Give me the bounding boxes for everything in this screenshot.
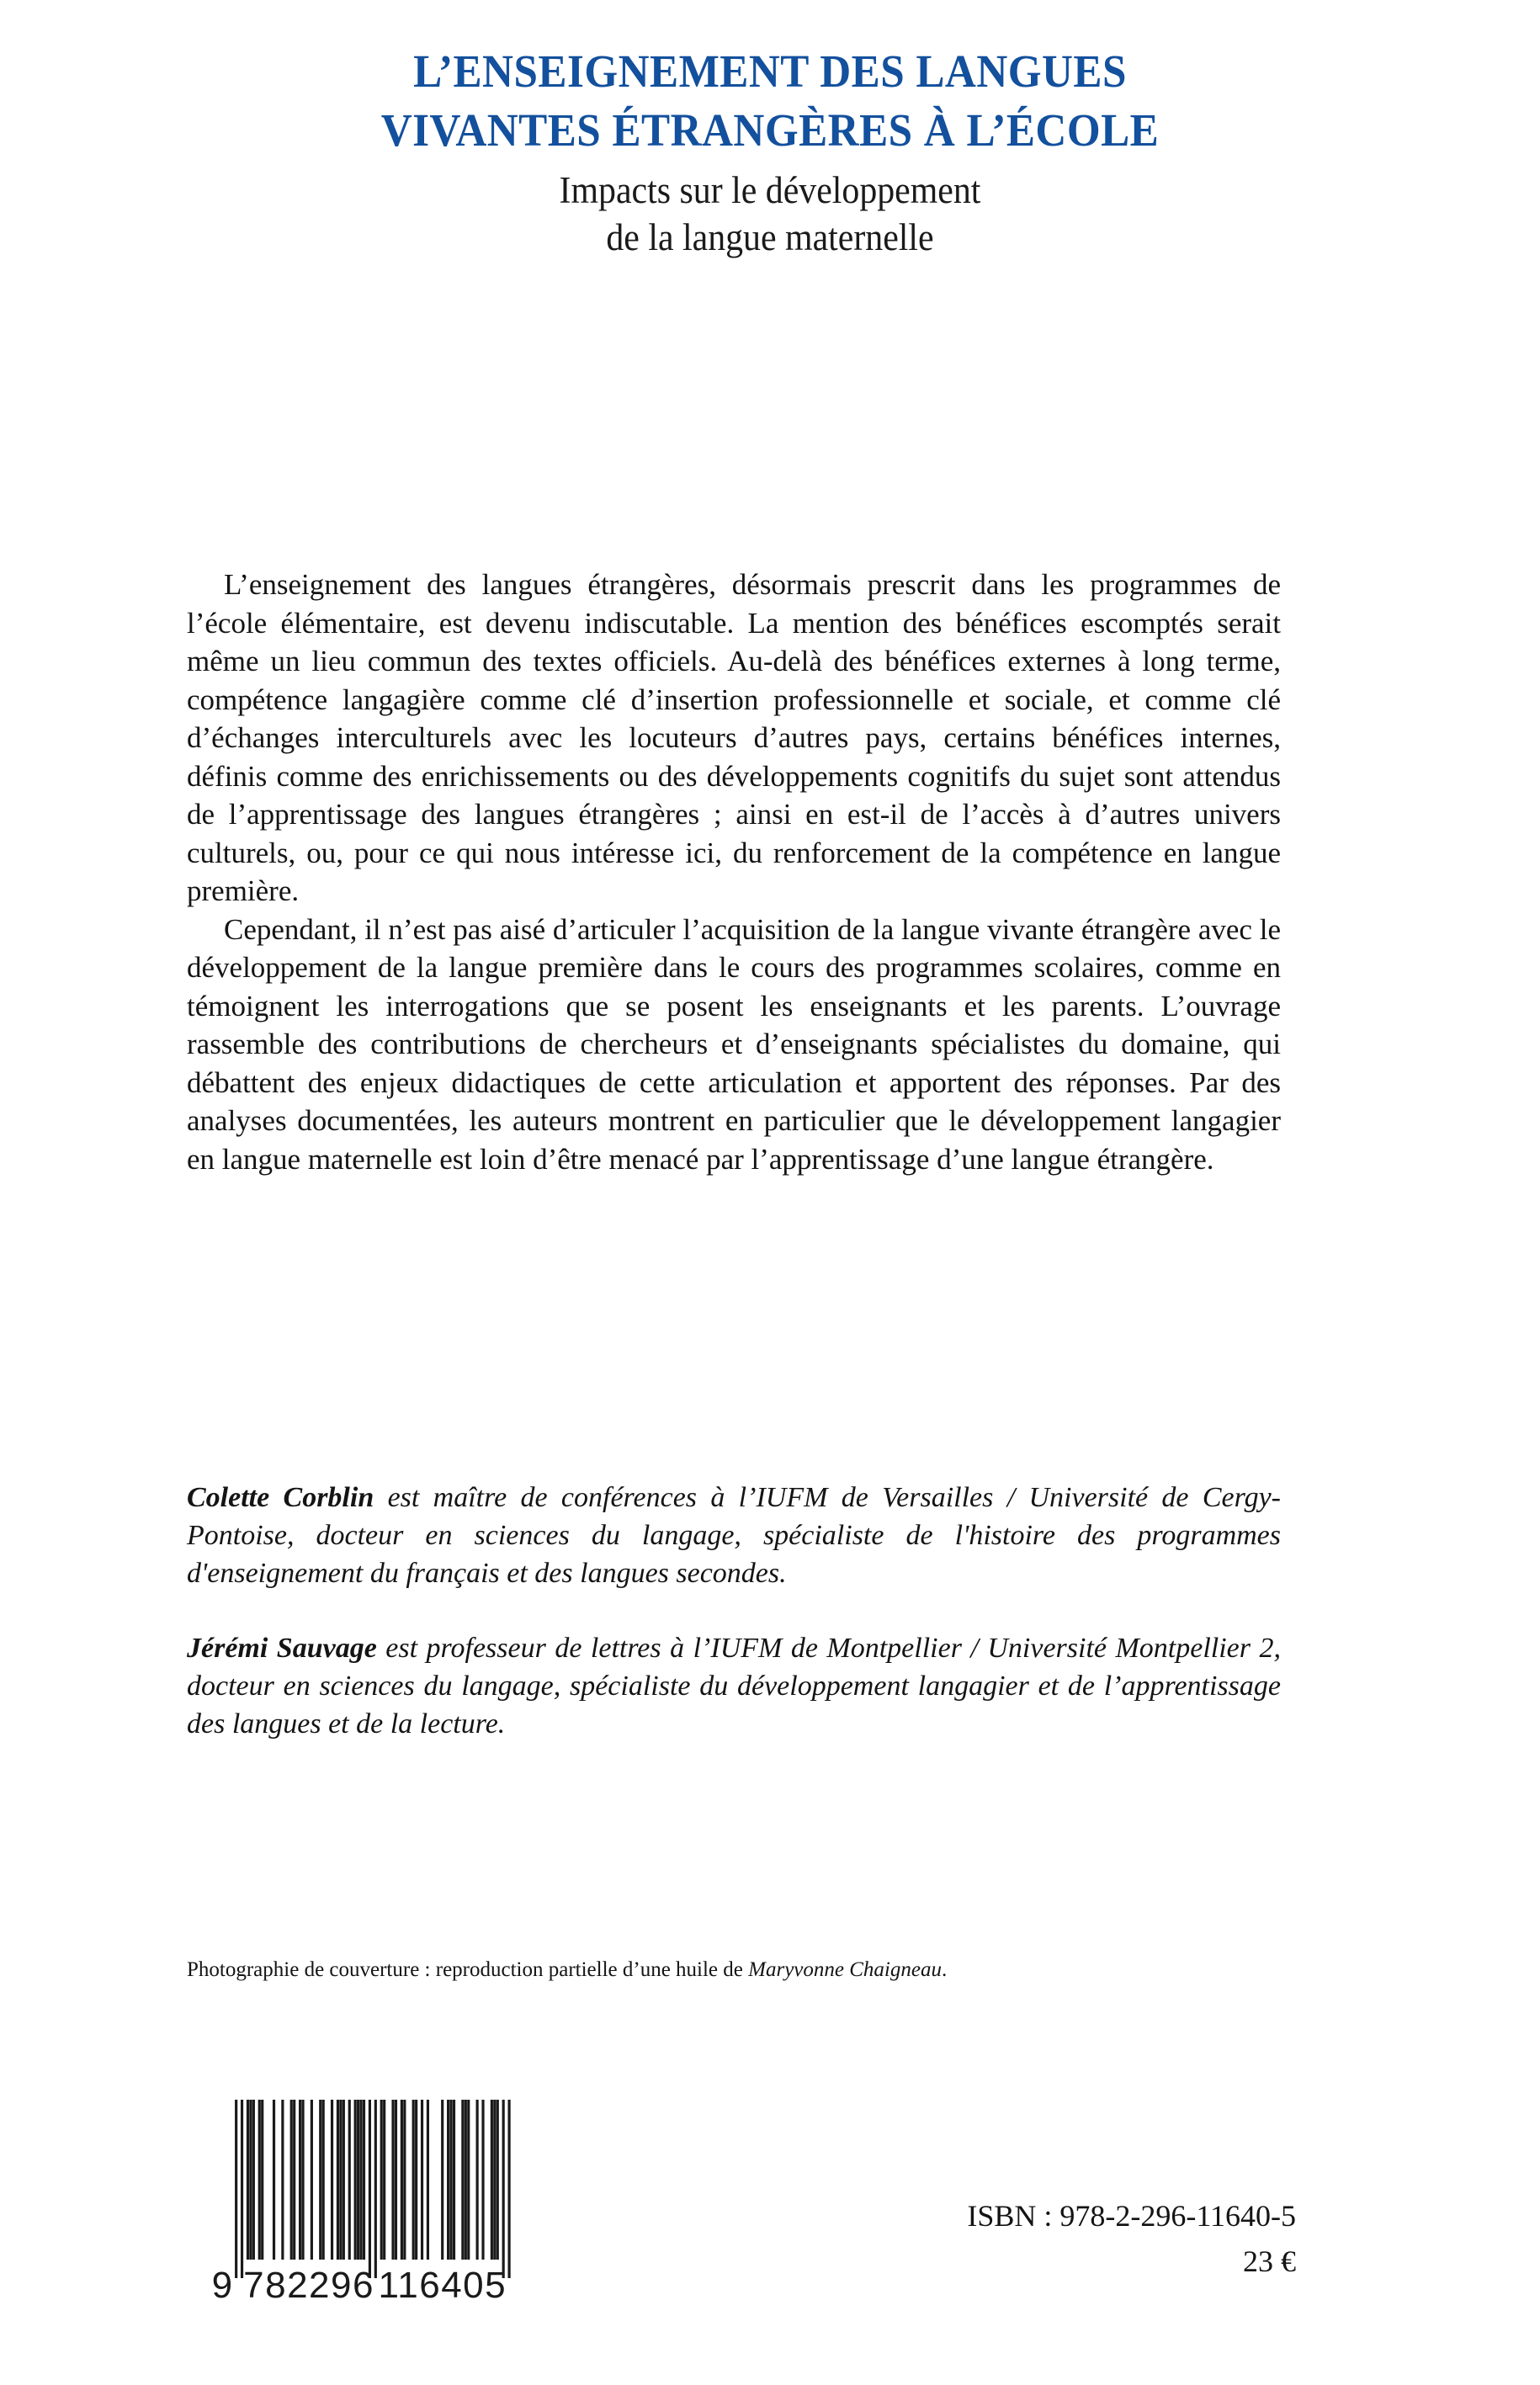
isbn-label: ISBN : 978-2-296-11640-5 bbox=[967, 2199, 1296, 2233]
book-title bbox=[143, 42, 1397, 160]
title-line-2: VIVANTES ÉTRANGÈRES À L’ÉCOLE bbox=[380, 104, 1160, 156]
author-bio-text: est professeur de lettres à l’IUFM de Montpellier / Université Montpellier 2, docteur en sciences du langage, spécialiste du développement langagier et de l’apprentissage des langues et de la lecture. bbox=[187, 1633, 1281, 1740]
author-bio bbox=[187, 1479, 1281, 1592]
author-bio bbox=[187, 1629, 1281, 1743]
title-line-1: L’ENSEIGNEMENT DES LANGUES bbox=[413, 45, 1127, 97]
blurb-text bbox=[187, 566, 1281, 1178]
author-name: Colette Corblin bbox=[187, 1482, 374, 1513]
author-name: Jérémi Sauvage bbox=[187, 1633, 377, 1664]
subtitle-line-2: de la langue maternelle bbox=[606, 216, 934, 258]
svg-text:116405: 116405 bbox=[378, 2265, 507, 2306]
blurb-paragraph: Cependant, il n’est pas aisé d’articuler l’acquisition de la langue vivante étrangère avec le développement de la langue première dans le cours des programmes scolaires, comme en témoignent les interrogations que se posent les enseignants et les parents. L’ouvrage rassemble des contributions de chercheurs et d’enseignants spécialistes du domaine, qui débattent des enjeux didactiques de cette articulation et apportent des réponses. Par des analyses documentées, les auteurs montrent en particulier que le développement langagier en langue maternelle est loin d’être menacé par l’apprentissage d’une langue étrangère. bbox=[187, 912, 1281, 1176]
photo-credit-suffix: . bbox=[941, 1958, 948, 1981]
blurb-paragraph: L’enseignement des langues étrangères, désormais prescrit dans les programmes de l’école élémentaire, est devenu indiscutable. La mention des bénéfices escomptés serait même un lieu commun des textes officiels. Au-delà des bénéfices externes à long terme, compétence langagière comme clé d’insertion professionnelle et sociale, et comme clé d’échanges interculturels avec les locuteurs d’autres pays, certains bénéfices internes, définis comme des enrichissements ou des développements cognitifs du sujet sont attendus de l’apprentissage des langues étrangères ; ainsi en est-il de l’accès à d’autres univers culturels, ou, pour ce qui nous intéresse ici, du renforcement de la compétence en langue première. bbox=[187, 568, 1281, 907]
subtitle-line-1: Impacts sur le développement bbox=[559, 169, 981, 211]
svg-text:9: 9 bbox=[211, 2265, 234, 2306]
author-bio-text: est maître de conférences à l’IUFM de Versailles / Université de Cergy-Pontoise, docteur en sciences du langage, spécialiste de l'histoire des programmes d'enseignement du français et des langues secondes. bbox=[187, 1482, 1281, 1589]
barcode-image bbox=[209, 2096, 537, 2306]
book-subtitle bbox=[143, 167, 1397, 261]
svg-text:782296: 782296 bbox=[243, 2265, 374, 2306]
author-biographies bbox=[187, 1479, 1281, 1743]
photo-credit-prefix: Photographie de couverture : reproduction partielle d’une huile de bbox=[187, 1958, 749, 1981]
price-label: 23 € bbox=[1243, 2244, 1296, 2278]
isbn-price-block bbox=[757, 2193, 1296, 2284]
photo-credit-artist: Maryvonne Chaigneau bbox=[748, 1958, 942, 1981]
ean13-barcode bbox=[209, 2096, 537, 2306]
photo-credit bbox=[187, 1957, 1281, 1984]
